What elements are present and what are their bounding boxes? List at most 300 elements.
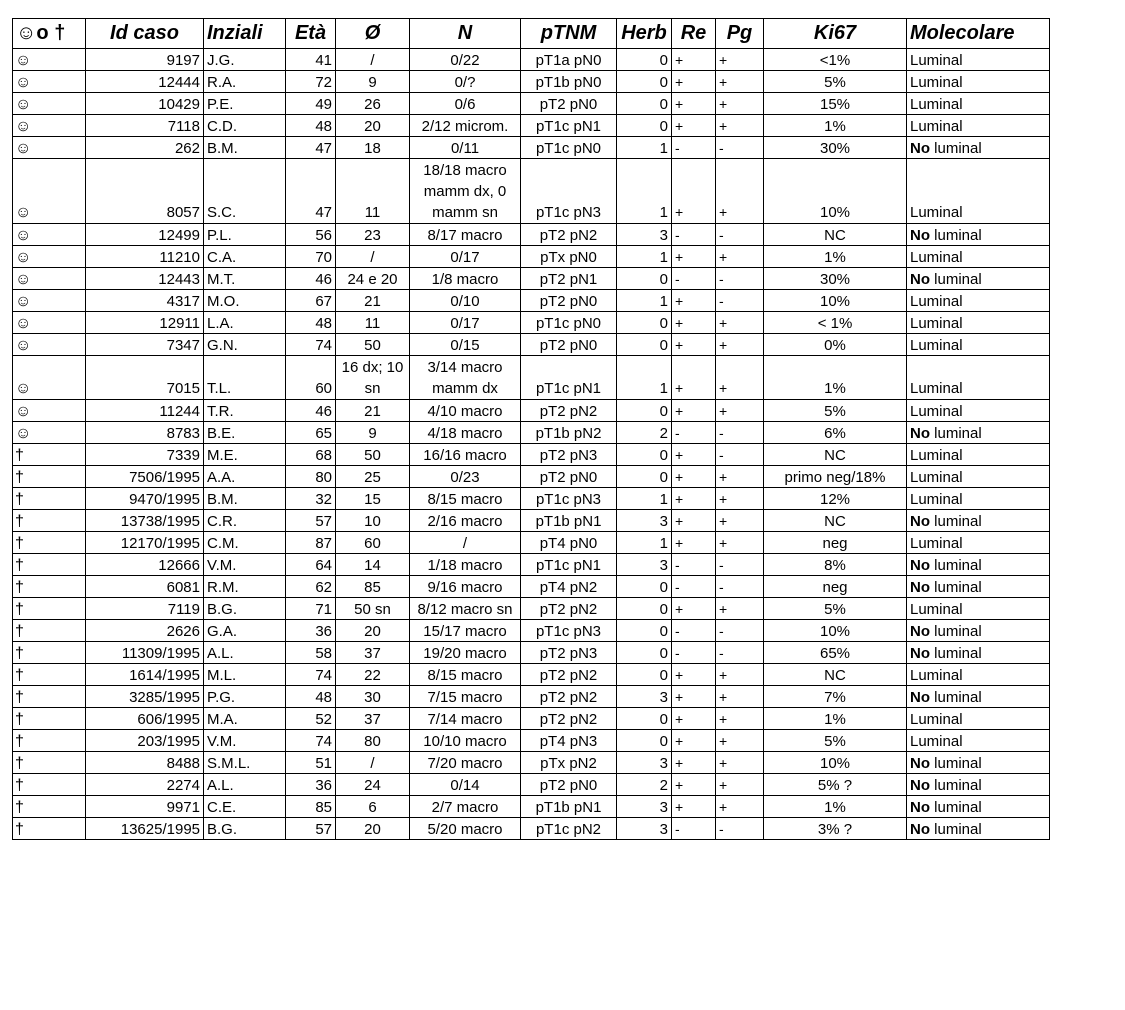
pg-cell: + — [716, 71, 764, 93]
molecolare-cell — [907, 620, 1050, 642]
status-cell: ☺ — [13, 49, 86, 71]
inziali-cell: L.A. — [204, 312, 286, 334]
re-cell: + — [672, 115, 716, 137]
table-row — [13, 159, 1050, 224]
inziali-cell: S.C. — [204, 159, 286, 224]
diameter-cell: 50 sn — [336, 598, 410, 620]
table-row — [13, 598, 1050, 620]
eta-cell: 36 — [286, 774, 336, 796]
pg-cell: + — [716, 708, 764, 730]
ptnm-cell: pT2 pN2 — [521, 400, 617, 422]
ptnm-cell: pT2 pN2 — [521, 224, 617, 246]
table-row — [13, 444, 1050, 466]
re-cell: + — [672, 159, 716, 224]
status-cell: † — [13, 510, 86, 532]
ki67-cell: 8% — [764, 554, 907, 576]
ki67-cell: 12% — [764, 488, 907, 510]
herb-cell: 3 — [617, 224, 672, 246]
status-cell: ☺ — [13, 137, 86, 159]
herb-cell: 1 — [617, 356, 672, 400]
table-row — [13, 796, 1050, 818]
pg-cell: - — [716, 444, 764, 466]
eta-cell: 80 — [286, 466, 336, 488]
id-caso-cell: 9197 — [86, 49, 204, 71]
diameter-cell: 24 e 20 — [336, 268, 410, 290]
re-cell: - — [672, 224, 716, 246]
herb-cell: 0 — [617, 664, 672, 686]
re-cell: + — [672, 664, 716, 686]
table-row — [13, 686, 1050, 708]
diameter-cell: 21 — [336, 290, 410, 312]
status-cell: ☺ — [13, 224, 86, 246]
ki67-cell: 10% — [764, 752, 907, 774]
re-cell: + — [672, 510, 716, 532]
n-cell: 1/8 macro — [410, 268, 521, 290]
pg-cell: + — [716, 664, 764, 686]
n-cell: 8/17 macro — [410, 224, 521, 246]
n-cell: 10/10 macro — [410, 730, 521, 752]
ki67-cell: NC — [764, 224, 907, 246]
ptnm-cell: pT1c pN2 — [521, 818, 617, 840]
id-caso-cell: 10429 — [86, 93, 204, 115]
status-cell: † — [13, 686, 86, 708]
herb-cell: 1 — [617, 159, 672, 224]
header-herb: Herb — [617, 19, 672, 49]
pg-cell: - — [716, 290, 764, 312]
molecolare-value: luminal — [930, 425, 982, 442]
n-cell: 8/15 macro — [410, 488, 521, 510]
ki67-cell: 3% ? — [764, 818, 907, 840]
herb-cell: 3 — [617, 818, 672, 840]
molecolare-value: Luminal — [910, 535, 963, 552]
n-cell: 8/12 macro sn — [410, 598, 521, 620]
eta-cell: 74 — [286, 334, 336, 356]
molecolare-value: luminal — [930, 821, 982, 838]
eta-cell: 49 — [286, 93, 336, 115]
inziali-cell: M.O. — [204, 290, 286, 312]
no-label: No — [910, 557, 930, 574]
status-cell: ☺ — [13, 312, 86, 334]
diameter-cell: 21 — [336, 400, 410, 422]
inziali-cell: B.G. — [204, 818, 286, 840]
molecolare-cell — [907, 246, 1050, 268]
status-cell: † — [13, 554, 86, 576]
molecolare-value: Luminal — [910, 403, 963, 420]
ptnm-cell: pT2 pN3 — [521, 444, 617, 466]
pg-cell: + — [716, 796, 764, 818]
ptnm-cell: pT4 pN2 — [521, 576, 617, 598]
n-cell: 5/20 macro — [410, 818, 521, 840]
id-caso-cell: 262 — [86, 137, 204, 159]
molecolare-cell — [907, 664, 1050, 686]
inziali-cell: A.L. — [204, 642, 286, 664]
re-cell: + — [672, 466, 716, 488]
table-row — [13, 422, 1050, 444]
diameter-cell: 6 — [336, 796, 410, 818]
status-cell: † — [13, 488, 86, 510]
diameter-cell: 20 — [336, 818, 410, 840]
ptnm-cell: pT2 pN3 — [521, 642, 617, 664]
id-caso-cell: 9971 — [86, 796, 204, 818]
re-cell: + — [672, 598, 716, 620]
ptnm-cell: pT1a pN0 — [521, 49, 617, 71]
molecolare-cell — [907, 642, 1050, 664]
table-row — [13, 620, 1050, 642]
herb-cell: 0 — [617, 444, 672, 466]
molecolare-cell — [907, 159, 1050, 224]
re-cell: + — [672, 444, 716, 466]
id-caso-cell: 606/1995 — [86, 708, 204, 730]
eta-cell: 74 — [286, 664, 336, 686]
id-caso-cell: 13738/1995 — [86, 510, 204, 532]
ki67-cell: 5% — [764, 598, 907, 620]
status-cell: ☺ — [13, 356, 86, 400]
diameter-cell: 11 — [336, 159, 410, 224]
inziali-cell: C.A. — [204, 246, 286, 268]
eta-cell: 48 — [286, 312, 336, 334]
id-caso-cell: 8783 — [86, 422, 204, 444]
header-re: Re — [672, 19, 716, 49]
pg-cell: + — [716, 774, 764, 796]
status-cell: † — [13, 444, 86, 466]
molecolare-value: Luminal — [910, 601, 963, 618]
herb-cell: 0 — [617, 400, 672, 422]
ptnm-cell: pT1c pN1 — [521, 115, 617, 137]
ptnm-cell: pT1c pN3 — [521, 620, 617, 642]
n-cell: 0/23 — [410, 466, 521, 488]
eta-cell: 87 — [286, 532, 336, 554]
status-cell: † — [13, 620, 86, 642]
table-row — [13, 466, 1050, 488]
molecolare-cell — [907, 224, 1050, 246]
diameter-cell: 26 — [336, 93, 410, 115]
inziali-cell: M.A. — [204, 708, 286, 730]
ki67-cell: NC — [764, 444, 907, 466]
herb-cell: 0 — [617, 642, 672, 664]
no-label: No — [910, 689, 930, 706]
molecolare-value: Luminal — [910, 315, 963, 332]
molecolare-value: luminal — [930, 799, 982, 816]
table-row — [13, 488, 1050, 510]
molecolare-value: luminal — [930, 623, 982, 640]
molecolare-value: luminal — [930, 557, 982, 574]
molecolare-value: Luminal — [910, 204, 963, 221]
n-cell: 4/18 macro — [410, 422, 521, 444]
id-caso-cell: 7015 — [86, 356, 204, 400]
molecolare-cell — [907, 510, 1050, 532]
molecolare-value: Luminal — [910, 491, 963, 508]
diameter-cell: 85 — [336, 576, 410, 598]
eta-cell: 41 — [286, 49, 336, 71]
herb-cell: 0 — [617, 312, 672, 334]
pg-cell: + — [716, 598, 764, 620]
inziali-cell: B.E. — [204, 422, 286, 444]
eta-cell: 70 — [286, 246, 336, 268]
no-label: No — [910, 140, 930, 157]
pg-cell: + — [716, 400, 764, 422]
ki67-cell: < 1% — [764, 312, 907, 334]
herb-cell: 1 — [617, 488, 672, 510]
ptnm-cell: pT1b pN2 — [521, 422, 617, 444]
eta-cell: 65 — [286, 422, 336, 444]
n-cell: 0/14 — [410, 774, 521, 796]
header-status: ☺o † — [13, 19, 86, 49]
n-cell: 7/14 macro — [410, 708, 521, 730]
inziali-cell: R.A. — [204, 71, 286, 93]
diameter-cell: 22 — [336, 664, 410, 686]
ptnm-cell: pT2 pN1 — [521, 268, 617, 290]
status-cell: † — [13, 796, 86, 818]
molecolare-value: luminal — [930, 755, 982, 772]
pg-cell: - — [716, 576, 764, 598]
ki67-cell: 10% — [764, 290, 907, 312]
pg-cell: + — [716, 466, 764, 488]
re-cell: + — [672, 93, 716, 115]
table-row — [13, 818, 1050, 840]
inziali-cell: P.G. — [204, 686, 286, 708]
herb-cell: 1 — [617, 137, 672, 159]
table-row — [13, 576, 1050, 598]
id-caso-cell: 12443 — [86, 268, 204, 290]
diameter-cell: 14 — [336, 554, 410, 576]
herb-cell: 1 — [617, 532, 672, 554]
inziali-cell: R.M. — [204, 576, 286, 598]
herb-cell: 0 — [617, 598, 672, 620]
diameter-cell: / — [336, 49, 410, 71]
diameter-cell: 9 — [336, 422, 410, 444]
ki67-cell: primo neg/18% — [764, 466, 907, 488]
molecolare-cell — [907, 444, 1050, 466]
pg-cell: + — [716, 246, 764, 268]
table-row — [13, 774, 1050, 796]
molecolare-cell — [907, 466, 1050, 488]
molecolare-cell — [907, 268, 1050, 290]
diameter-cell: 15 — [336, 488, 410, 510]
re-cell: + — [672, 796, 716, 818]
molecolare-value: Luminal — [910, 380, 963, 397]
id-caso-cell: 7347 — [86, 334, 204, 356]
no-label: No — [910, 799, 930, 816]
pg-cell: - — [716, 818, 764, 840]
herb-cell: 0 — [617, 466, 672, 488]
id-caso-cell: 13625/1995 — [86, 818, 204, 840]
herb-cell: 0 — [617, 115, 672, 137]
table-row — [13, 510, 1050, 532]
ki67-cell: 1% — [764, 708, 907, 730]
status-cell: † — [13, 642, 86, 664]
molecolare-cell — [907, 576, 1050, 598]
no-label: No — [910, 645, 930, 662]
header-molecolare: Molecolare — [907, 19, 1050, 49]
id-caso-cell: 203/1995 — [86, 730, 204, 752]
id-caso-cell: 6081 — [86, 576, 204, 598]
re-cell: + — [672, 49, 716, 71]
re-cell: - — [672, 642, 716, 664]
diameter-cell: 20 — [336, 620, 410, 642]
re-cell: - — [672, 554, 716, 576]
re-cell: - — [672, 422, 716, 444]
molecolare-value: luminal — [930, 579, 982, 596]
id-caso-cell: 7506/1995 — [86, 466, 204, 488]
pg-cell: + — [716, 93, 764, 115]
molecolare-cell — [907, 312, 1050, 334]
molecolare-value: Luminal — [910, 96, 963, 113]
ki67-cell: 5% ? — [764, 774, 907, 796]
herb-cell: 0 — [617, 620, 672, 642]
status-cell: ☺ — [13, 159, 86, 224]
eta-cell: 64 — [286, 554, 336, 576]
diameter-cell: 9 — [336, 71, 410, 93]
eta-cell: 85 — [286, 796, 336, 818]
ki67-cell: NC — [764, 510, 907, 532]
ptnm-cell: pT2 pN0 — [521, 466, 617, 488]
ki67-cell: neg — [764, 532, 907, 554]
header-diameter: Ø — [336, 19, 410, 49]
table-row — [13, 115, 1050, 137]
ki67-cell: 6% — [764, 422, 907, 444]
header-ki67: Ki67 — [764, 19, 907, 49]
ptnm-cell: pT2 pN2 — [521, 664, 617, 686]
re-cell: + — [672, 686, 716, 708]
n-cell: 7/15 macro — [410, 686, 521, 708]
eta-cell: 67 — [286, 290, 336, 312]
re-cell: + — [672, 334, 716, 356]
inziali-cell: M.E. — [204, 444, 286, 466]
herb-cell: 0 — [617, 334, 672, 356]
eta-cell: 46 — [286, 400, 336, 422]
pg-cell: - — [716, 224, 764, 246]
inziali-cell: B.G. — [204, 598, 286, 620]
molecolare-value: Luminal — [910, 293, 963, 310]
status-cell: † — [13, 774, 86, 796]
ptnm-cell: pTx pN0 — [521, 246, 617, 268]
status-cell: † — [13, 532, 86, 554]
molecolare-cell — [907, 290, 1050, 312]
status-cell: ☺ — [13, 93, 86, 115]
herb-cell: 0 — [617, 576, 672, 598]
molecolare-cell — [907, 598, 1050, 620]
diameter-cell: 30 — [336, 686, 410, 708]
re-cell: + — [672, 532, 716, 554]
n-cell: 0/10 — [410, 290, 521, 312]
diameter-cell: 23 — [336, 224, 410, 246]
table-row — [13, 71, 1050, 93]
re-cell: + — [672, 246, 716, 268]
ki67-cell: 1% — [764, 796, 907, 818]
table-row — [13, 752, 1050, 774]
eta-cell: 62 — [286, 576, 336, 598]
molecolare-value: luminal — [930, 140, 982, 157]
table-row — [13, 246, 1050, 268]
eta-cell: 36 — [286, 620, 336, 642]
molecolare-value: luminal — [930, 271, 982, 288]
ptnm-cell: pT1c pN0 — [521, 137, 617, 159]
eta-cell: 58 — [286, 642, 336, 664]
n-cell: 16/16 macro — [410, 444, 521, 466]
id-caso-cell: 9470/1995 — [86, 488, 204, 510]
inziali-cell: P.L. — [204, 224, 286, 246]
eta-cell: 52 — [286, 708, 336, 730]
pg-cell: + — [716, 686, 764, 708]
eta-cell: 46 — [286, 268, 336, 290]
inziali-cell: T.R. — [204, 400, 286, 422]
patient-table — [12, 18, 1050, 840]
re-cell: - — [672, 268, 716, 290]
diameter-cell: 37 — [336, 708, 410, 730]
n-cell: 2/12 microm. — [410, 115, 521, 137]
molecolare-cell — [907, 137, 1050, 159]
ki67-cell: <1% — [764, 49, 907, 71]
eta-cell: 74 — [286, 730, 336, 752]
ki67-cell: 0% — [764, 334, 907, 356]
pg-cell: - — [716, 137, 764, 159]
status-cell: † — [13, 752, 86, 774]
pg-cell: + — [716, 730, 764, 752]
id-caso-cell: 2626 — [86, 620, 204, 642]
molecolare-cell — [907, 115, 1050, 137]
inziali-cell: G.A. — [204, 620, 286, 642]
ptnm-cell: pT1b pN1 — [521, 796, 617, 818]
n-cell: 0/? — [410, 71, 521, 93]
inziali-cell: M.L. — [204, 664, 286, 686]
ptnm-cell: pT1b pN1 — [521, 510, 617, 532]
molecolare-cell — [907, 532, 1050, 554]
no-label: No — [910, 623, 930, 640]
re-cell: + — [672, 400, 716, 422]
n-cell: 19/20 macro — [410, 642, 521, 664]
molecolare-value: luminal — [930, 689, 982, 706]
n-cell: 15/17 macro — [410, 620, 521, 642]
table-row — [13, 356, 1050, 400]
pg-cell: - — [716, 268, 764, 290]
molecolare-value: Luminal — [910, 74, 963, 91]
eta-cell: 68 — [286, 444, 336, 466]
ptnm-cell: pT1c pN1 — [521, 554, 617, 576]
ptnm-cell: pT2 pN0 — [521, 290, 617, 312]
eta-cell: 57 — [286, 510, 336, 532]
ptnm-cell: pTx pN2 — [521, 752, 617, 774]
molecolare-value: Luminal — [910, 711, 963, 728]
inziali-cell: S.M.L. — [204, 752, 286, 774]
herb-cell: 3 — [617, 686, 672, 708]
pg-cell: + — [716, 334, 764, 356]
molecolare-value: Luminal — [910, 447, 963, 464]
pg-cell: + — [716, 49, 764, 71]
diameter-cell: 24 — [336, 774, 410, 796]
table-row — [13, 730, 1050, 752]
herb-cell: 2 — [617, 422, 672, 444]
id-caso-cell: 8488 — [86, 752, 204, 774]
ki67-cell: NC — [764, 664, 907, 686]
id-caso-cell: 7118 — [86, 115, 204, 137]
header-pg: Pg — [716, 19, 764, 49]
status-cell: † — [13, 466, 86, 488]
pg-cell: + — [716, 488, 764, 510]
ptnm-cell: pT2 pN2 — [521, 708, 617, 730]
re-cell: - — [672, 620, 716, 642]
herb-cell: 1 — [617, 246, 672, 268]
table-row — [13, 708, 1050, 730]
status-cell: † — [13, 576, 86, 598]
inziali-cell: C.M. — [204, 532, 286, 554]
eta-cell: 56 — [286, 224, 336, 246]
molecolare-value: luminal — [930, 227, 982, 244]
n-cell: 0/11 — [410, 137, 521, 159]
ki67-cell: 65% — [764, 642, 907, 664]
herb-cell: 1 — [617, 290, 672, 312]
eta-cell: 72 — [286, 71, 336, 93]
molecolare-value: Luminal — [910, 337, 963, 354]
